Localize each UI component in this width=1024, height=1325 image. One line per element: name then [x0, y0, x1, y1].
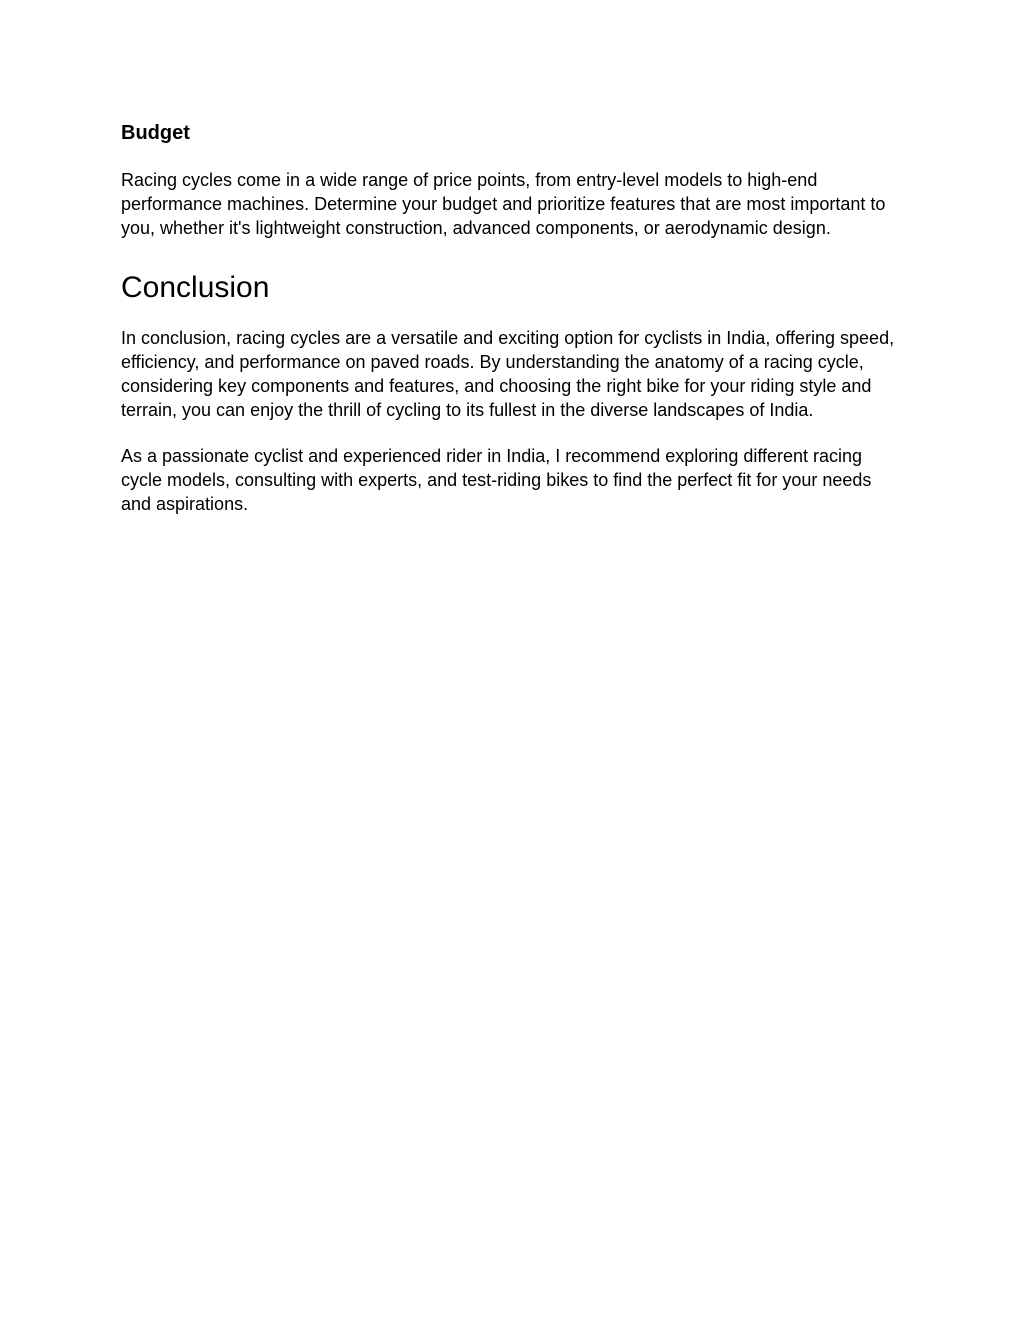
budget-paragraph: Racing cycles come in a wide range of price points, from entry-level models to high-end performance machines. Determine your budget and prioritize features that are most important to you, whether it's lightweight construction, advanced components, or aerodynamic design.: [121, 170, 886, 238]
conclusion-heading: Conclusion: [121, 271, 270, 304]
budget-heading: Budget: [121, 122, 190, 144]
conclusion-paragraph-1: In conclusion, racing cycles are a versatile and exciting option for cyclists in India, offering speed, efficiency, and performance on paved roads. By understanding the anatomy of a racing cycle, considering key components and features, and choosing the right bike for your riding style and terrain, you can enjoy the thrill of cycling to its fullest in the diverse landscapes of India.: [121, 328, 895, 420]
conclusion-paragraph-2: As a passionate cyclist and experienced rider in India, I recommend exploring different racing cycle models, consulting with experts, and test-riding bikes to find the perfect fit for your needs and aspirations.: [121, 446, 872, 514]
